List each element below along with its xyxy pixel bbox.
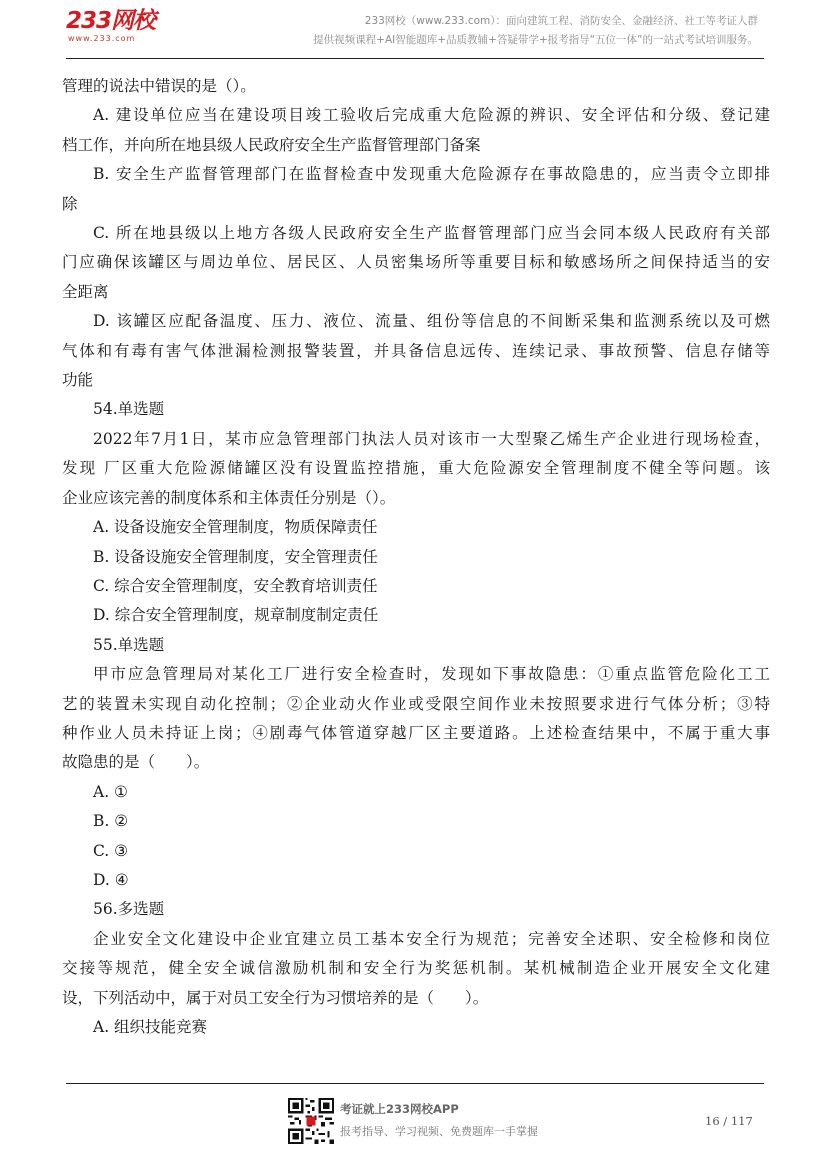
question-heading: 55.单选题 bbox=[93, 635, 165, 654]
option-d-line: D. ④ bbox=[93, 870, 129, 889]
text-line: 故隐患的是（ ）。 bbox=[62, 753, 210, 772]
header-divider bbox=[66, 58, 764, 59]
text-line: 企业应该完善的制度体系和主体责任分别是（）。 bbox=[62, 488, 396, 507]
text-line: 种作业人员未持证上岗；④剧毒气体管道穿越厂区主要道路。上述检查结果中，不属于重大事 bbox=[62, 723, 770, 742]
question-heading: 54.单选题 bbox=[93, 400, 165, 419]
app-promo-title: 考证就上233网校APP bbox=[340, 1102, 459, 1116]
header-line-1: 233网校（www.233.com）：面向建筑工程、消防安全、金融经济、社工等考证人群 bbox=[364, 15, 758, 27]
text-line: 除 bbox=[62, 194, 78, 213]
option-d-line: D. 该罐区应配备温度、压力、液位、流量、组份等信息的不间断采集和监测系统以及可燃 bbox=[93, 312, 770, 331]
footer-divider bbox=[66, 1083, 764, 1084]
option-c-line: C. 综合安全管理制度，安全教育培训责任 bbox=[93, 576, 378, 595]
text-line: 功能 bbox=[62, 371, 94, 390]
page-header bbox=[0, 0, 830, 62]
text-line: 发现 厂区重大危险源储罐区没有设置监控措施，重大危险源安全管理制度不健全等问题。该 bbox=[62, 459, 770, 478]
option-c-line: C. 所在地县级以上地方各级人民政府安全生产监督管理部门应当会同本级人民政府有关部 bbox=[93, 224, 770, 243]
app-promo-subtitle: 报考指导、学习视频、免费题库一手掌握 bbox=[340, 1125, 538, 1138]
question-stem: 甲市应急管理局对某化工厂进行安全检查时，发现如下事故隐患：①重点监管危险化工工 bbox=[93, 665, 770, 684]
question-heading: 56.多选题 bbox=[93, 900, 165, 919]
logo-url: www.233.com bbox=[68, 34, 136, 43]
option-a-line: A. 组织技能竞赛 bbox=[93, 1018, 208, 1036]
text-line: 门应确保该罐区与周边单位、居民区、人员密集场所等重要目标和敏感场所之间保持适当的安 bbox=[62, 253, 770, 272]
page-number: 16 / 117 bbox=[705, 1114, 753, 1128]
text-line: 交接等规范，健全安全诚信激励机制和安全行为奖惩机制。某机械制造企业开展安全文化建 bbox=[62, 959, 770, 978]
document-body bbox=[62, 72, 770, 1042]
qr-code-icon bbox=[288, 1098, 334, 1144]
header-line-2: 提供视频课程+AI智能题库+品质教辅+答疑带学+报考指导“五位一体”的一站式考试培训服务。 bbox=[313, 34, 758, 46]
option-b-line: B. ② bbox=[93, 812, 129, 831]
text-line: 设，下列活动中，属于对员工安全行为习惯培养的是（ ）。 bbox=[62, 988, 489, 1007]
option-d-line: D. 综合安全管理制度，规章制度制定责任 bbox=[93, 606, 379, 625]
text-line: 管理的说法中错误的是（）。 bbox=[62, 77, 256, 95]
option-b-line: B. 设备设施安全管理制度，安全管理责任 bbox=[93, 547, 378, 566]
text-line: 全距离 bbox=[62, 282, 109, 301]
option-a-line: A. 建设单位应当在建设项目竣工验收后完成重大危险源的辨识、安全评估和分级、登记建 bbox=[93, 106, 770, 125]
text-line: 气体和有毒有害气体泄漏检测报警装置，并具备信息远传、连续记录、事故预警、信息存储等 bbox=[62, 341, 770, 360]
text-line: 艺的装置未实现自动化控制；②企业动火作业或受限空间作业未按照要求进行气体分析；③特 bbox=[62, 694, 770, 713]
option-a-line: A. ① bbox=[93, 782, 128, 801]
question-stem: 企业安全文化建设中企业宜建立员工基本安全行为规范；完善安全述职、安全检修和岗位 bbox=[93, 929, 770, 948]
option-c-line: C. ③ bbox=[93, 841, 129, 860]
header-description bbox=[313, 12, 758, 50]
brand-logo bbox=[66, 8, 166, 48]
logo-text: 233网校 bbox=[66, 8, 156, 34]
question-stem: 2022年7月1日，某市应急管理部门执法人员对该市一大型聚乙烯生产企业进行现场检查， bbox=[93, 429, 770, 448]
text-line: 档工作，并向所在地县级人民政府安全生产监督管理部门备案 bbox=[62, 135, 481, 154]
option-b-line: B. 安全生产监督管理部门在监督检查中发现重大危险源存在事故隐患的，应当责令立即排 bbox=[93, 165, 770, 184]
option-a-line: A. 设备设施安全管理制度，物质保障责任 bbox=[93, 518, 378, 537]
